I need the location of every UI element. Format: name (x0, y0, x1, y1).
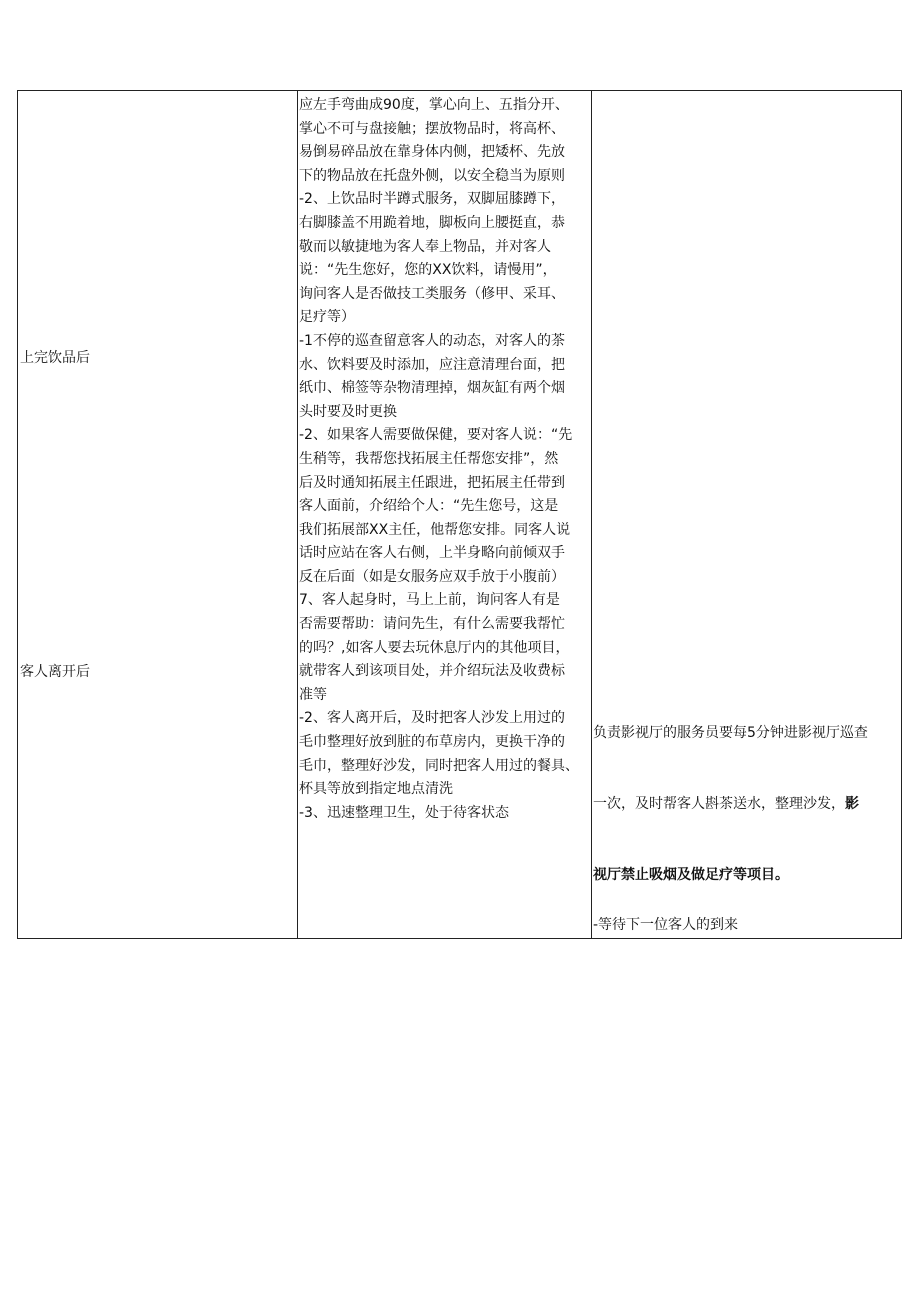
procedure-steps-text (299, 94, 591, 825)
column-divider (591, 91, 592, 938)
procedure-line: 反在后面（如是女服务应双手放于小腹前） (299, 568, 565, 585)
procedure-line: 掌心不可与盘接触；摆放物品时，将高杯、 (299, 120, 565, 137)
note-emphasis: 影 (845, 795, 859, 812)
procedure-line: 右脚膝盖不用跪着地，脚板向上腰挺直，恭 (299, 214, 565, 231)
procedure-line: 下的物品放在托盘外侧，以安全稳当为原则 (299, 167, 565, 184)
procedure-line: 否需要帮助：请问先生，有什么需要我帮忙 (299, 616, 565, 633)
row-label-after-drinks: 上完饮品后 (20, 350, 90, 366)
note-text: 一次，及时帮客人斟茶送水，整理沙发， (593, 795, 845, 812)
procedure-line: 应左手弯曲成90度，掌心向上、五指分开、 (299, 97, 569, 113)
note-line (593, 793, 901, 817)
cinema-hall-note (593, 675, 901, 935)
procedure-line: 易倒易碎品放在靠身体内侧，把矮杯、先放 (299, 144, 565, 161)
procedure-line: -2、如果客人需要做保健，要对客人说：“先 (299, 427, 573, 444)
procedure-line: 水、饮料要及时添加，应注意清理台面，把 (299, 356, 565, 373)
procedure-line: 我们拓展部XX主任，他帮您安排。同客人说 (299, 521, 571, 538)
procedure-line: 询问客人是否做技工类服务（修甲、采耳、 (299, 285, 565, 302)
procedure-line: 头时要及时更换 (299, 403, 397, 420)
procedure-line: 后及时通知拓展主任跟进，把拓展主任带到 (299, 474, 565, 491)
procedure-line: 客人面前，介绍给个人：“先生您号，这是 (299, 498, 559, 515)
column-divider (297, 91, 298, 938)
note-line: 负责影视厅的服务员要每5分钟进影视厅巡查 (593, 725, 868, 742)
procedure-line: 纸巾、棉签等杂物清理掉，烟灰缸有两个烟 (299, 380, 565, 397)
procedure-line: 准等 (299, 686, 327, 703)
procedure-line: 足疗等） (299, 309, 355, 326)
procedure-line: -1不停的巡查留意客人的动态，对客人的茶 (299, 332, 565, 349)
procedure-line: 就带客人到该项目处，并介绍玩法及收费标 (299, 663, 565, 680)
procedure-line: 的吗？,如客人要去玩休息厅内的其他项目， (299, 639, 570, 656)
procedure-line: 敬而以敏捷地为客人奉上物品，并对客人 (299, 238, 551, 255)
procedure-line: -3、迅速整理卫生，处于待客状态 (299, 804, 509, 821)
procedure-line: -2、上饮品时半蹲式服务，双脚屈膝蹲下， (299, 191, 565, 208)
procedure-line: 杯具等放到指定地点清洗 (299, 781, 453, 798)
procedure-line: 生稍等，我帮您找拓展主任帮您安排”，然 (299, 450, 559, 467)
service-procedure-table (17, 90, 902, 939)
procedure-line: 毛巾整理好放到脏的布草房内，更换干净的 (299, 734, 565, 751)
next-guest-note: -等待下一位客人的到来 (593, 917, 739, 933)
procedure-line: -2、客人离开后，及时把客人沙发上用过的 (299, 710, 565, 727)
procedure-line: 话时应站在客人右侧，上半身略向前倾双手 (299, 545, 565, 562)
procedure-line: 毛巾，整理好沙发，同时把客人用过的餐具、 (299, 757, 579, 774)
row-label-after-guest-leaves: 客人离开后 (20, 664, 90, 680)
procedure-line: 说：“先生您好，您的XX饮料，请慢用”， (299, 262, 557, 279)
procedure-line: 7、客人起身时，马上上前，询问客人有是 (299, 592, 560, 609)
note-emphasis-line: 视厅禁止吸烟及做足疗等项目。 (593, 866, 789, 883)
